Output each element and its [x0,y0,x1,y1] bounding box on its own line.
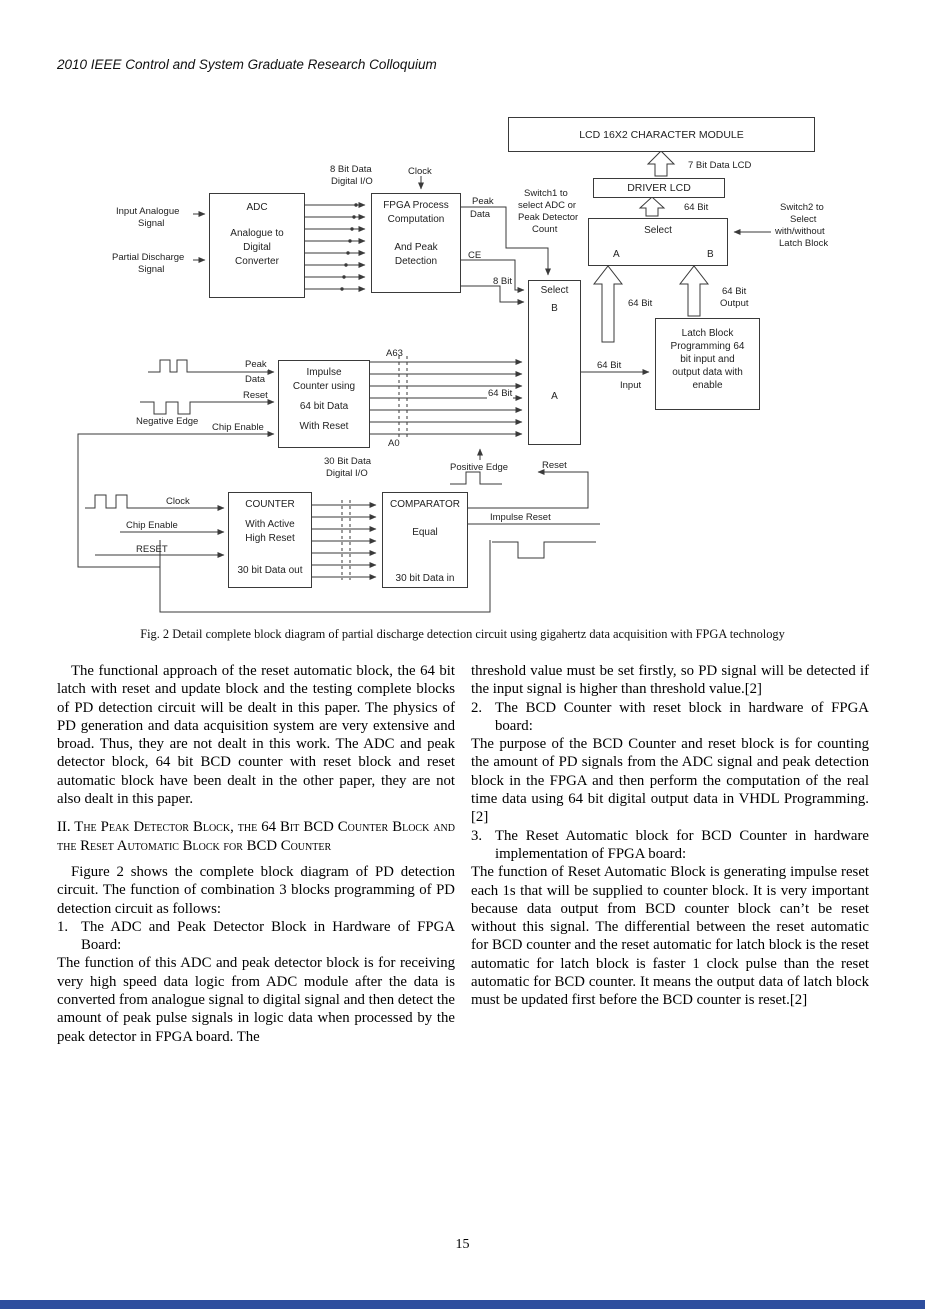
section-heading: II. The Peak Detector Block, the 64 Bit BCD Counter Block and the Reset Automatic Block for BCD Counter [57,819,455,854]
counter-block [228,492,312,588]
adc-text-line: Analogue to [230,228,284,239]
comparator-line: 30 bit Data in [395,573,455,584]
latch-text-line: bit input and [680,354,735,365]
adc-block [209,193,305,298]
left-column [57,662,455,1046]
label-partial-discharge: Partial Discharge [112,252,185,263]
paragraph: The function of this ADC and peak detector block is for receiving very high speed data logic from ADC module after the data is converted from analogue signal to digital signal and then detect the amount of peak pulse signals in logic data when processed by the peak detector in FPGA board. The [57,955,455,1045]
label-switch1-1: Switch1 to [524,188,568,199]
label-chip-enable-counter: Chip Enable [126,520,178,531]
driver-lcd-label: DRIVER LCD [627,182,691,194]
select-tall-b: B [551,303,558,314]
list-item-number: 3. [471,827,483,844]
label-30-bit-data: 30 Bit Data [324,456,371,467]
select-ab-a: A [613,249,620,260]
fpga-text-line: FPGA Process [383,200,449,211]
lcd-module-label: LCD 16X2 CHARACTER MODULE [579,128,744,141]
label-switch2-4: Latch Block [779,238,829,249]
label-switch2-1: Switch2 to [780,202,824,213]
paragraph: Figure 2 shows the complete block diagram of PD detection circuit. The function of combination 3 blocks programming of PD detection circuit as follows: [57,863,455,917]
paragraph: The purpose of the BCD Counter and reset block is for counting the amount of PD signals from the ADC signal and peak detection block in the FPGA and then perform the computation of the real time data using 64 bit digital output data in VHDL Programming.[2] [471,736,869,826]
list-item-2 [471,699,869,736]
label-switch1-2: select ADC or [518,200,577,211]
driver-lcd-block [593,178,725,198]
label-reset-impulse-counter: Reset [243,390,268,401]
paragraph: threshold value must be set firstly, so PD signal will be detected if the input signal is higher than threshold value.[2] [471,663,869,698]
label-input-analogue: Input Analogue [116,206,180,217]
label-digital-io-2: Digital I/O [326,468,368,479]
article-body [57,662,869,1046]
bottom-bar [0,1300,925,1309]
fpga-text-line: And Peak [394,242,438,253]
lcd-module-block [508,117,815,152]
label-ce: CE [468,250,482,261]
label-digital-io: Digital I/O [331,176,373,187]
label-peak-2: Peak [245,359,267,370]
label-impulse-reset: Impulse Reset [490,512,551,523]
bus-junction-dots [340,203,357,290]
label-chip-enable-impulse: Chip Enable [212,422,264,433]
label-8-bit: 8 Bit [493,276,513,287]
latch-block [655,318,760,410]
label-64-bit-select: 64 Bit [628,298,653,309]
label-partial-discharge-2: Signal [138,264,165,275]
counter-line: High Reset [245,533,295,544]
list-item-text: The BCD Counter with reset block in hardware of FPGA board: [495,699,869,734]
label-input: Input [620,380,642,391]
label-switch2-2: Select [790,214,817,225]
figure-caption: Fig. 2 Detail complete block diagram of partial discharge detection circuit using gigahertz data acquisition with FPGA technology [140,627,785,641]
label-64-bit-output-2: Output [720,298,749,309]
label-switch1-3: Peak Detector [518,212,579,223]
label-reset-counter: RESET [136,544,168,555]
adc-text-line: Converter [235,256,279,267]
figure-2-block-diagram [0,110,925,635]
counter-line: 30 bit Data out [237,565,303,576]
counter-line: COUNTER [245,499,295,510]
label-reset-top: Reset [542,460,567,471]
list-item-number: 2. [471,699,483,716]
impulse-counter-line: With Reset [299,421,349,432]
label-switch1-4: Count [532,224,558,235]
select-ab-block [588,218,728,266]
comparator-block [382,492,468,588]
impulse-counter-line: Counter using [292,381,356,392]
label-data: Data [470,209,491,220]
list-item-text: The ADC and Peak Detector Block in Hardware of FPGA Board: [81,918,455,954]
label-a63: A63 [386,348,403,359]
latch-text-line: enable [692,380,723,391]
label-data-2: Data [245,374,266,385]
right-column [471,662,869,1046]
label-64-bit-latch-in: 64 Bit [597,360,622,371]
latch-text-line: Latch Block [681,328,734,339]
page-number: 15 [455,1237,470,1252]
select-tall-block [528,280,581,445]
select-ab-b: B [707,249,714,260]
running-head: 2010 IEEE Control and System Graduate Research Colloquium [57,57,437,72]
impulse-counter-line: Impulse [306,367,342,378]
select-ab-title: Select [644,225,672,236]
list-item-1 [57,918,455,955]
label-8-bit-data: 8 Bit Data [330,164,372,175]
label-7-bit-data-lcd: 7 Bit Data LCD [688,160,752,171]
latch-text-line: Programming 64 [670,341,745,352]
label-input-analogue-2: Signal [138,218,165,229]
list-item-number: 1. [57,918,69,935]
label-switch2-3: with/without [775,226,825,237]
label-64-bit-bus: 64 Bit [488,388,513,399]
label-64-bit-output-1: 64 Bit [722,286,747,297]
label-negative-edge: Negative Edge [136,416,199,427]
label-clock-bottom: Clock [166,496,190,507]
label-peak: Peak [472,196,494,207]
list-item-text: The Reset Automatic block for BCD Counter in hardware implementation of FPGA board: [495,827,869,862]
impulse-counter-block [278,360,370,448]
list-item-3 [471,827,869,864]
paragraph: The function of Reset Automatic Block is generating impulse reset each 1s that will be supplied to counter block. It is very important because data output from BCD counter block can’t be reset without this signal. The differential between the reset automatic for BCD counter and the reset automatic for latch block is the reset automatic for latch block is faster 1 clock pulse than the reset automatic for BCD counter. It means the output data of latch block must be updated first before the BCD counter is reset.[2] [471,864,869,1009]
select-tall-a: A [551,391,558,402]
select-tall-title: Select [540,285,569,296]
adc-text-line: ADC [246,202,268,213]
impulse-counter-line: 64 bit Data [299,401,349,412]
fpga-process-block [371,193,461,293]
comparator-line: COMPARATOR [389,499,460,510]
label-positive-edge: Positive Edge [450,462,509,473]
fpga-text-line: Detection [394,256,438,267]
latch-text-line: output data with [672,367,743,378]
counter-line: With Active [245,519,295,530]
paragraph: The functional approach of the reset automatic block, the 64 bit latch with reset and update block and the testing complete blocks of PD detection circuit will be dealt in this paper. The physics of PD generation and data acquisition system are very extensive and broad. Thus, they are not dealt in this work. The ADC and peak detector block, 64 bit BCD counter with reset block and reset automatic block have been dealt in the other paper, they are not also dealt in this paper. [57,663,455,808]
label-64-bit-driver: 64 Bit [684,202,709,213]
comparator-line: Equal [412,527,438,538]
adc-text-line: Digital [243,242,271,253]
fpga-text-line: Computation [387,214,445,225]
label-clock-top: Clock [408,166,432,177]
label-a0: A0 [388,438,400,449]
